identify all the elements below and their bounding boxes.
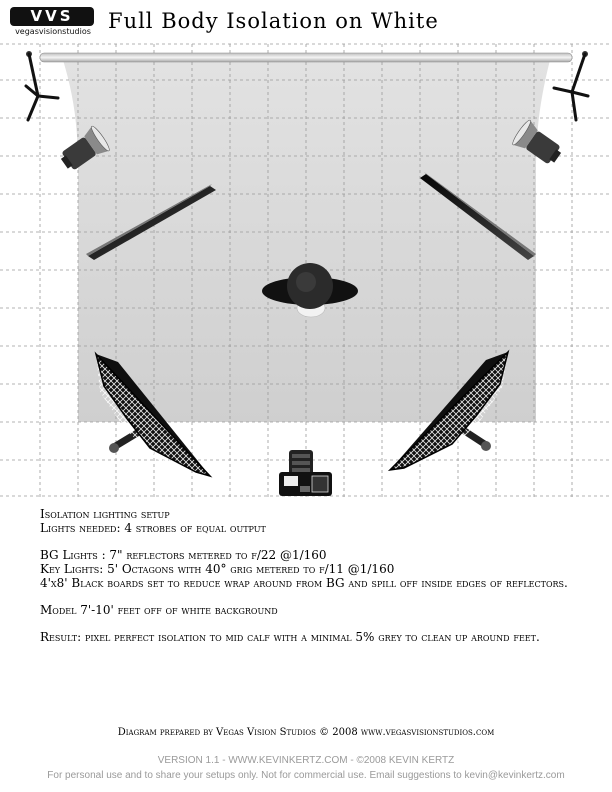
notes-line-lights-needed: Lights needed: 4 strobes of equal output [40,521,266,535]
notes-line-key-lights: Key Lights: 5' Octagons with 40° grig metered to f/11 @1/160 [40,562,395,576]
logo-mark: VVS [30,7,74,25]
notes-line-bg-lights: BG Lights : 7" reflectors metered to f/22 @1/160 [40,548,327,562]
logo-subtitle: vegasvisionstudios [15,27,91,36]
white-backdrop [63,60,550,422]
notes-line-result: Result: pixel perfect isolation to mid calf with a minimal 5% grey to clean up around feet. [40,630,540,644]
diagram-title: Full Body Isolation on White [108,9,439,33]
setup-notes [40,507,580,644]
backdrop-roll [40,53,572,62]
notes-line-black-boards: 4'x8' Black boards set to reduce wrap around from BG and spill off inside edges of reflectors. [40,576,568,590]
usage-notice: For personal use and to share your setups only. Not for commercial use. Email suggestions to kevin@kevinkertz.com [47,770,565,781]
vvs-logo [10,7,96,39]
diagram-credit: Diagram prepared by Vegas Vision Studios © 2008 www.vegasvisionstudios.com [117,727,495,738]
notes-line-setup: Isolation lighting setup [40,507,170,521]
notes-line-model-distance: Model 7'-10' feet off of white background [40,603,278,617]
camera [279,450,332,496]
version-line: VERSION 1.1 - WWW.KEVINKERTZ.COM - ©2008 KEVIN KERTZ [157,755,455,766]
lighting-diagram [0,40,612,500]
